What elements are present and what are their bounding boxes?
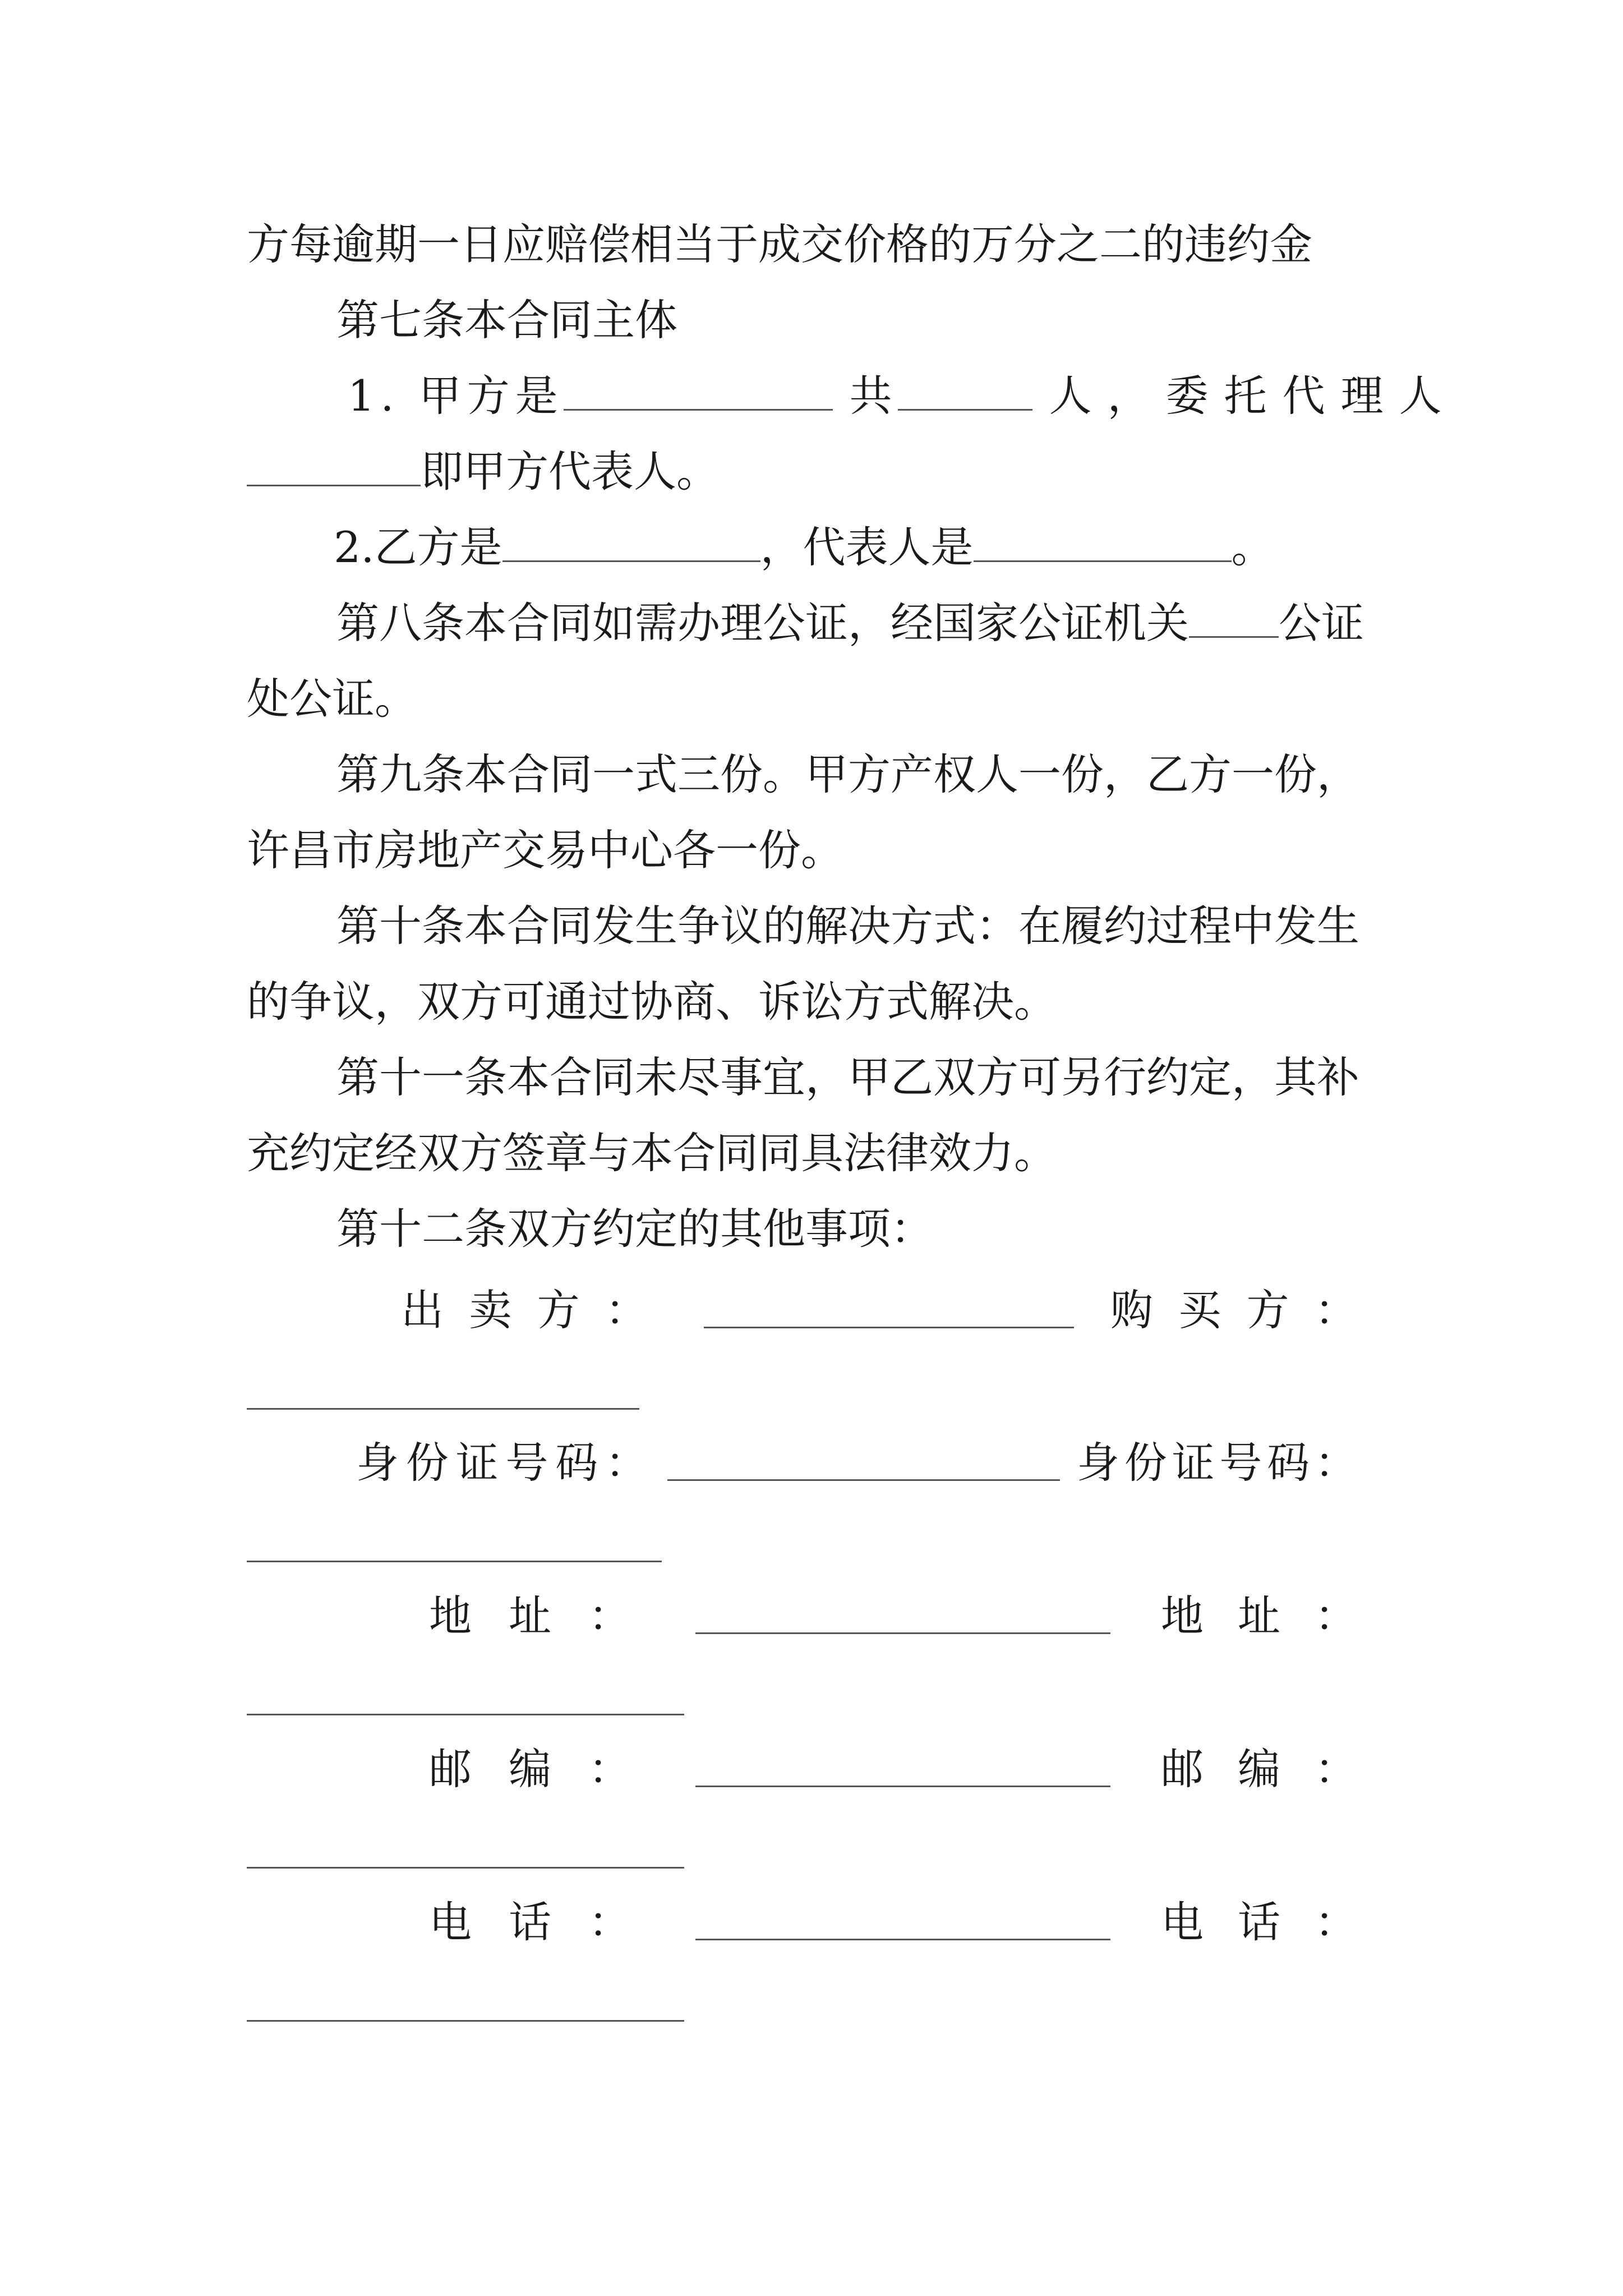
party-b-label: 2.乙方是 — [334, 522, 502, 572]
buyer-id-blank[interactable] — [247, 1561, 662, 1562]
article-11-line-2 — [247, 1128, 1057, 1178]
signature-row-address-seller — [429, 1591, 631, 1641]
seller-phone-label: 电话： — [429, 1897, 631, 1947]
penalty-clause-continuation: 方每逾期一日应赔偿相当于成交价格的万分之二的违约金 — [247, 219, 1312, 269]
party-b-rep-label: ，代表人是 — [760, 522, 974, 572]
period: 。 — [1231, 522, 1274, 572]
seller-id-label: 身份证号码： — [356, 1438, 648, 1488]
party-b-blank[interactable] — [502, 527, 760, 562]
signature-row-postcode-buyer — [1161, 1744, 1357, 1794]
seller-address-blank[interactable] — [695, 1632, 1110, 1634]
seller-blank[interactable] — [704, 1327, 1074, 1328]
article-10-line-2 — [247, 977, 1057, 1027]
article-8-line-1 — [336, 598, 1364, 648]
buyer-address-blank[interactable] — [247, 1714, 684, 1715]
article-7-item-1-cont — [247, 447, 719, 496]
buyer-id-label: 身份证号码： — [1077, 1438, 1357, 1488]
buyer-phone-label: 电话： — [1161, 1897, 1357, 1947]
seller-label: 出卖方： — [401, 1285, 648, 1335]
seller-id-blank[interactable] — [667, 1479, 1060, 1481]
article-9-line-2 — [247, 825, 843, 875]
agent-label: 人，委托代理人 — [1049, 371, 1458, 421]
article-7-item-2 — [334, 522, 1274, 572]
buyer-phone-blank[interactable] — [247, 2020, 684, 2022]
party-b-rep-blank[interactable] — [974, 527, 1232, 562]
signature-row-buyer — [1110, 1285, 1357, 1335]
party-a-blank[interactable] — [564, 375, 833, 411]
article-11-line-1 — [336, 1052, 1359, 1102]
article-10-line-1 — [336, 901, 1359, 951]
notary-blank[interactable] — [1189, 602, 1279, 638]
signature-row-id-seller — [356, 1438, 648, 1488]
article-7-item-1 — [348, 371, 1458, 421]
contract-text-line — [247, 219, 1312, 269]
party-a-count-blank[interactable] — [898, 375, 1032, 411]
signature-row-phone-buyer — [1161, 1897, 1357, 1947]
article-12-text: 第十二条双方约定的其他事项： — [336, 1204, 933, 1254]
signature-row-phone-seller — [429, 1897, 631, 1947]
article-7-title: 第七条本合同主体 — [336, 295, 677, 345]
agent-blank[interactable] — [247, 451, 421, 486]
article-10-text-b: 的争议，双方可通过协商、诉讼方式解决。 — [247, 977, 1057, 1027]
buyer-address-label: 地址： — [1161, 1591, 1357, 1641]
article-10-text: 第十条本合同发生争议的解决方式：在履约过程中发生 — [336, 901, 1359, 951]
signature-row-postcode-seller — [429, 1744, 631, 1794]
article-8-text: 第八条本合同如需办理公证，经国家公证机关 — [336, 598, 1189, 648]
seller-phone-blank[interactable] — [695, 1939, 1110, 1940]
article-8-text-b: 公证 — [1279, 598, 1364, 648]
buyer-postcode-label: 邮编： — [1161, 1744, 1357, 1794]
buyer-blank[interactable] — [247, 1408, 639, 1410]
party-a-count-label: 共 — [849, 371, 898, 421]
article-8-text-c: 处公证。 — [247, 674, 417, 724]
buyer-postcode-blank[interactable] — [247, 1867, 684, 1869]
party-a-representative-text: 即甲方代表人。 — [421, 447, 719, 496]
article-12-line — [336, 1204, 933, 1254]
seller-postcode-label: 邮编： — [429, 1744, 631, 1794]
article-11-text: 第十一条本合同未尽事宜，甲乙双方可另行约定，其补 — [336, 1052, 1359, 1102]
party-a-label: 1. 甲方是 — [348, 371, 564, 421]
buyer-label: 购买方： — [1110, 1285, 1357, 1335]
signature-row-id-buyer — [1077, 1438, 1357, 1488]
signature-row-seller — [401, 1285, 648, 1335]
seller-address-label: 地址： — [429, 1591, 631, 1641]
article-9-text: 第九条本合同一式三份。甲方产权人一份，乙方一份， — [336, 749, 1359, 799]
article-11-text-b: 充约定经双方签章与本合同同具法律效力。 — [247, 1128, 1057, 1178]
signature-row-address-buyer — [1161, 1591, 1357, 1641]
article-8-line-2 — [247, 674, 417, 724]
article-9-text-b: 许昌市房地产交易中心各一份。 — [247, 825, 843, 875]
seller-postcode-blank[interactable] — [695, 1786, 1110, 1787]
article-9-line-1 — [336, 749, 1359, 799]
article-7-heading — [336, 295, 677, 345]
